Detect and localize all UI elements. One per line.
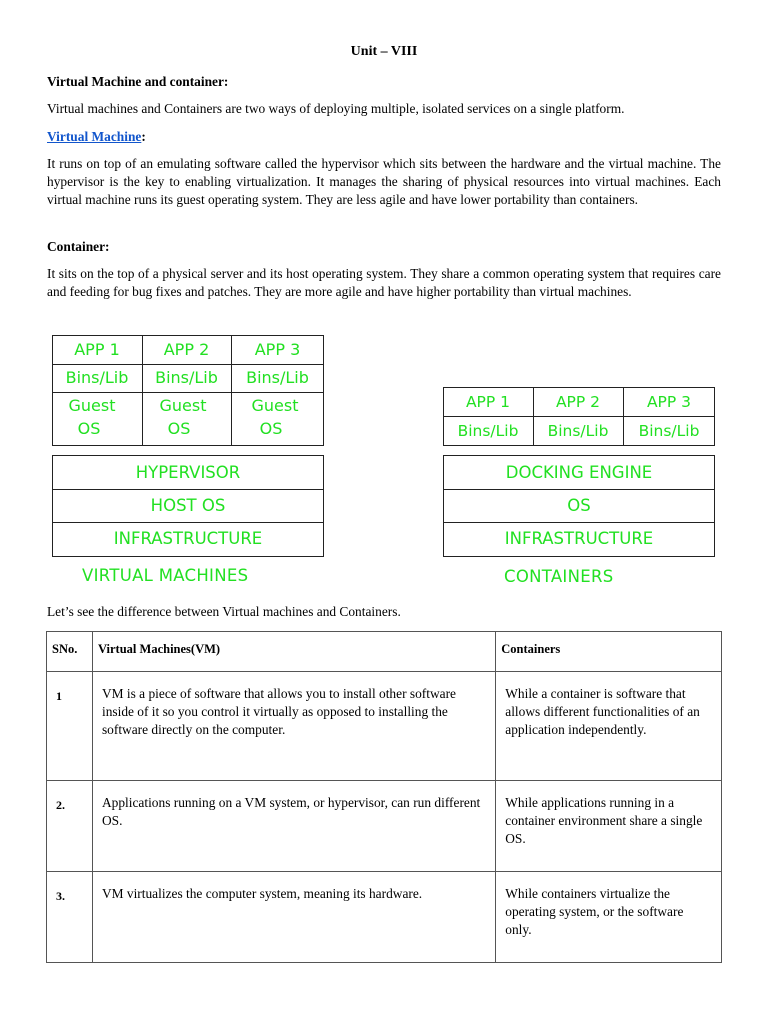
vm-guest-os-1: OS	[77, 419, 101, 438]
vm-guest-2: Guest	[159, 396, 207, 415]
intro-paragraph: Virtual machines and Containers are two ways of deploying multiple, isolated services on a single platform.	[47, 101, 625, 116]
container-app-2: APP 2	[555, 392, 601, 411]
vm-guest-os-2: OS	[167, 419, 191, 438]
vm-caption: VIRTUAL MACHINES	[82, 566, 249, 585]
row-vm-cell: VM virtualizes the computer system, meaning its hardware.	[92, 872, 495, 963]
header-sno: SNo.	[47, 632, 93, 672]
vm-app-1: APP 1	[74, 339, 120, 359]
row-vm-cell: Applications running on a VM system, or hypervisor, can run different OS.	[92, 781, 495, 872]
vm-layer-host-os: HOST OS	[150, 495, 226, 515]
container-lib-2: Bins/Lib	[547, 422, 609, 440]
container-layer-infrastructure: INFRASTRUCTURE	[504, 528, 654, 548]
vm-layer-infrastructure: INFRASTRUCTURE	[113, 528, 263, 548]
vm-row-divider	[52, 392, 324, 393]
container-app-3: APP 3	[646, 392, 692, 411]
container-app-1: APP 1	[465, 392, 511, 411]
vm-app-3: APP 3	[254, 339, 301, 359]
table-row	[47, 672, 722, 781]
vm-lib-3: Bins/Lib	[246, 368, 309, 387]
container-paragraph: It sits on the top of a physical server and its host operating system. They share a common operating system that requires care and feeding for bug fixes and patches. They are more agile and have higher portability than virtual machines.	[47, 266, 721, 300]
row-sno: 3.	[47, 872, 93, 963]
row-container-cell: While containers virtualize the operating system, or the software only.	[496, 872, 722, 963]
container-lib-3: Bins/Lib	[638, 422, 700, 440]
vm-heading-link[interactable]: Virtual Machine	[47, 129, 142, 144]
vm-lib-2: Bins/Lib	[155, 368, 218, 387]
row-container-cell: While applications running in a container environment share a single OS.	[496, 781, 722, 872]
vm-guest-os-3: OS	[259, 419, 283, 438]
table-row	[47, 872, 722, 963]
table-row	[47, 781, 722, 872]
vm-guest-3: Guest	[251, 396, 299, 415]
vm-lib-1: Bins/Lib	[65, 368, 129, 387]
container-layer-docking-engine: DOCKING ENGINE	[505, 462, 653, 482]
row-vm-cell: VM is a piece of software that allows you to install other software inside of it so you control it virtually as opposed to installing the software directly on the computer.	[92, 672, 495, 781]
difference-intro: Let’s see the difference between Virtual machines and Containers.	[47, 604, 401, 619]
vm-heading-colon: :	[141, 129, 146, 144]
table-header-row	[47, 632, 722, 672]
row-container-cell: While a container is software that allows different functionalities of an application independently.	[496, 672, 722, 781]
row-sno: 2.	[47, 781, 93, 872]
comparison-table	[46, 631, 722, 963]
container-caption: CONTAINERS	[504, 567, 614, 586]
container-layer-os: OS	[567, 495, 591, 515]
row-sno: 1	[47, 672, 93, 781]
unit-title: Unit – VIII	[350, 44, 418, 59]
vm-paragraph: It runs on top of an emulating software called the hypervisor which sits between the hardware and the virtual machine. The hypervisor is the key to enabling virtualization. It manages the sharing of physical resources into virtual machines. Each virtual machine runs its guest operating system. They are less agile and have lower portability than containers.	[47, 156, 721, 208]
vm-heading	[47, 128, 721, 146]
vm-guest-1: Guest	[68, 396, 116, 415]
header-vm: Virtual Machines(VM)	[92, 632, 495, 672]
section-heading: Virtual Machine and container:	[47, 74, 229, 89]
vm-app-2: APP 2	[163, 339, 210, 359]
container-heading: Container:	[47, 239, 110, 254]
container-lib-1: Bins/Lib	[457, 422, 519, 440]
header-containers: Containers	[496, 632, 722, 672]
vm-layer-hypervisor: HYPERVISOR	[135, 462, 241, 482]
